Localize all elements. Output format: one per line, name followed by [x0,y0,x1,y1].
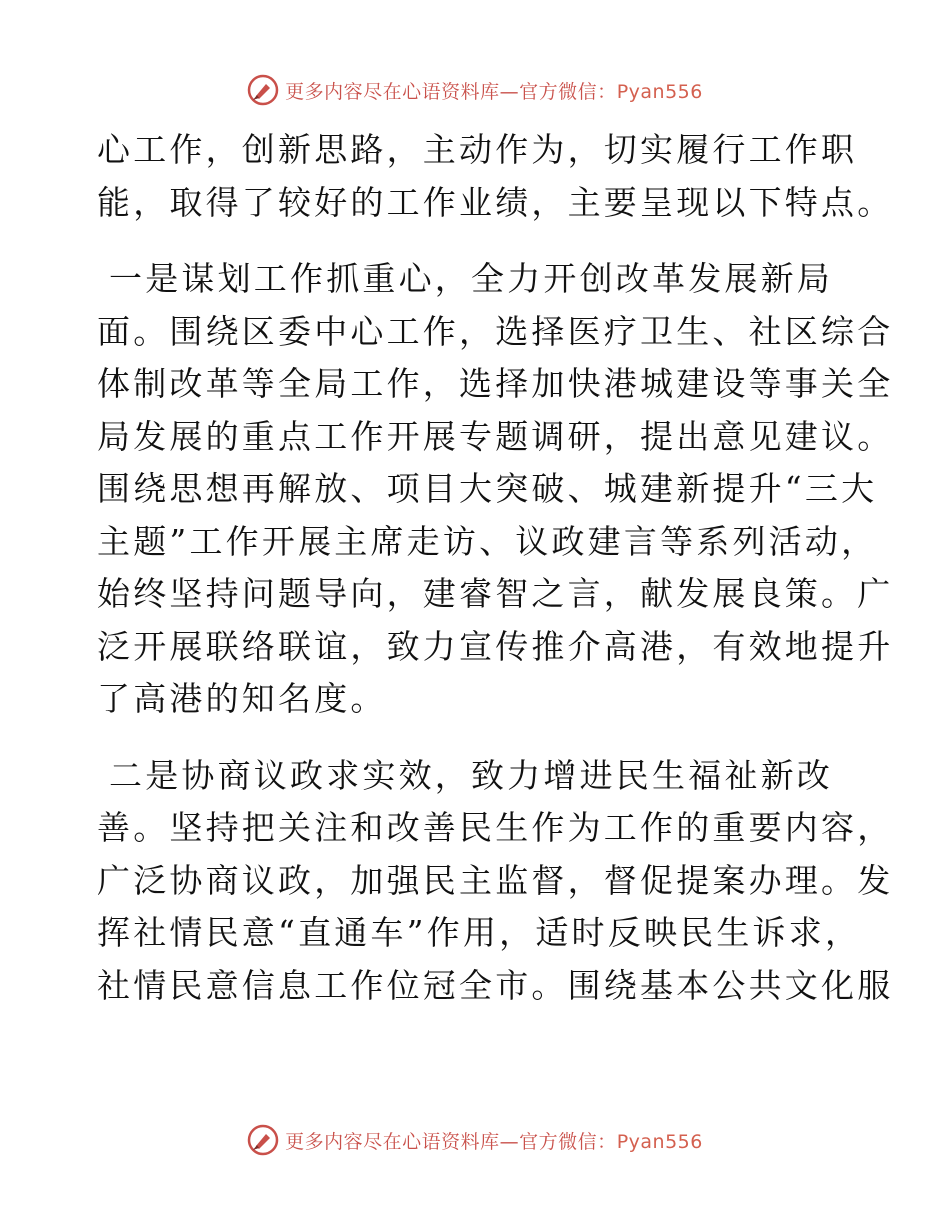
footer-banner-separator: — [499,1130,520,1153]
paragraph-1 [97,124,894,229]
text-line: 局发展的重点工作开展专题调研，提出意见建议。 [97,416,894,456]
text-line: 能，取得了较好的工作业绩，主要呈现以下特点。 [97,182,894,222]
footer-banner-contact-label: 官方微信： [519,1130,617,1153]
header-banner-contact-label: 官方微信： [519,80,617,103]
footer-banner-title: 更多内容尽在心语资料库 [285,1130,500,1153]
pen-nib-logo-icon [247,1124,279,1156]
text-line: 体制改革等全局工作，选择加快港城建设等事关全 [97,364,894,403]
text-line: 社情民意信息工作位冠全市。围绕基本公共文化服 [97,965,894,1005]
text-line: 了高港的知名度。 [97,679,387,718]
paragraph-2 [97,253,894,726]
text-line: 主题”工作开展主席走访、议政建言等系列活动， [97,521,878,561]
text-line: 挥社情民意“直通车”作用，适时反映民生诉求， [97,913,862,952]
document-body [97,124,894,1012]
text-line: 一是谋划工作抓重心，全力开创改革发展新局 [109,259,833,298]
text-line: 泛开展联络联谊，致力宣传推介高港，有效地提升 [97,626,894,666]
text-line: 围绕思想再解放、项目大突破、城建新提升“三大 [97,469,878,508]
text-line: 广泛协商议政，加强民主监督，督促提案办理。发 [97,860,894,900]
text-line: 善。坚持把关注和改善民生作为工作的重要内容， [97,808,894,847]
text-line: 心工作，创新思路，主动作为，切实履行工作职 [97,130,858,169]
header-banner-contact-id: Pyan556 [616,80,703,103]
header-banner-separator: — [499,80,520,103]
text-line: 面。围绕区委中心工作，选择医疗卫生、社区综合 [97,311,894,351]
text-line: 始终坚持问题导向，建睿智之言，献发展良策。广 [97,574,894,613]
footer-watermark-banner [0,1120,950,1160]
text-line: 二是协商议政求实效，致力增进民生福祉新改 [109,755,833,795]
header-banner-text [285,77,703,104]
footer-banner-contact-id: Pyan556 [616,1130,703,1153]
paragraph-3 [97,750,894,1013]
pen-nib-logo-icon [247,74,279,106]
header-banner-title: 更多内容尽在心语资料库 [285,80,500,103]
footer-banner-text [285,1127,703,1154]
header-watermark-banner [0,70,950,110]
